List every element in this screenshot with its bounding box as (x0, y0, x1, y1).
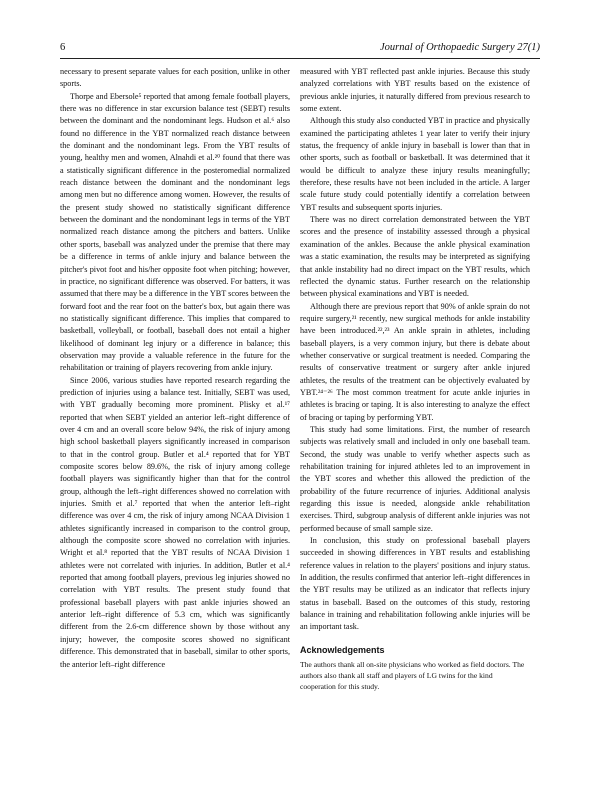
running-header (60, 42, 540, 56)
paragraph: This study had some limitations. First, the number of research subjects was relatively small and included in only one baseball team. Second, the study was unable to verify whether aspects such as rehabilitation training for injured athletes led to an improvement in the YBT scores and whether this allowed the prediction of the probability of the future recurrence of injuries. Additional analysis regarding this issue is needed, alongside ankle rehabilitation exercises. Third, subgroup analysis of different ankle injuries was not performed because of small sample size. (300, 424, 530, 533)
paragraph: Thorpe and Ebersole⁵ reported that among female football players, there was no difference in star excursion balance test (SEBT) results between the dominant and the nondominant legs. Hudson et al.⁶ also found no difference in the YBT normalized reach distance between the dominant and the nondominant legs. From the YBT results of young, healthy men and women, Alnahdi et al.²⁰ found that there was a statistically significant difference in the posteromedial normalized reach distance between the dominant and the nondominant legs among men but no difference among women. However, the results of the present study showed no statistically significant difference between the dominant and the nondominant legs in terms of the YBT normalized reach distance among the pitchers and batters. Unlike other sports, baseball was analyzed under the premise that there may be a difference in terms of ankle injury and balance between the pitcher's pivot foot and his/her opposite foot when pitching; however, in practice, no significant difference was observed. For batters, it was assumed that there may be a difference in the YBT scores between the forward foot and the rear foot on the batter's box, but again there was no statistically significant difference. This implies that compared to basketball, volleyball, or football, baseball does not entail a higher likelihood of dominant leg injury or a difference in balance; this observation may provide a valuable reference in the future for the rehabilitation or training of players recovering from ankle injury. (60, 91, 290, 373)
paragraph: There was no direct correlation demonstrated between the YBT scores and the presence of instability assessed through a physical examination of the ankles. Because the ankle physical examination was a static examination, the results may be interpreted as signifying that ankle instability had no direct impact on the YBT results, which reflected the dynamic status. Further research on the relationship between physical examinations and YBT is needed. (300, 215, 530, 299)
paragraph: Although this study also conducted YBT in practice and physically examined the participating athletes 1 year later to verify their injury status, the frequency of ankle injury in baseball is lower than that in other sports, such as football or basketball. It was determined that it would be difficult to analyze these injury results meaningfully; therefore, these results have not been included in the article. A larger scale future study could potentially identify a correlation between YBT results and subsequent sports injuries. (300, 116, 530, 212)
acknowledgements-text: The authors thank all on-site physicians who worked as field doctors. The authors also thank all staff and players of LG twins for the kind cooperation for this study. (300, 660, 525, 692)
paragraph: Since 2006, various studies have reported research regarding the prediction of injuries using a balance test. Initially, SEBT was used, with YBT gradually becoming more prominent. Plisky et al.¹⁷ reported that when SEBT yielded an anterior left–right difference of over 4 cm and an overall score below 94%, the risk of injury among high school basketball players significantly increased in comparison to that in the control group. Butler et al.⁴ reported that for YBT composite scores below 89.6%, the risk of injury among college football players was significantly higher than that for the control group, although the left–right differences showed no correlation with injuries. Smith et al.⁷ reported that when the anterior left–right difference was over 4 cm, the risk of injury among NCAA Division 1 athletes significantly increased in comparison to the control group, although the composite score showed no correlation with injuries. Wright et al.⁸ reported that the YBT results of NCAA Division 1 athletes were not correlated with injuries. In addition, Butler et al.⁴ reported that among football players, previous leg injuries showed no correlation with YBT results. The present study found that professional baseball players with past ankle injuries showed an anterior left–right difference of 5.3 cm, which was significantly different from the 2.6-cm difference shown by those without any injury; however, the composite scores showed no significant difference. This demonstrated that in baseball, similar to other sports, the anterior left–right difference (60, 375, 290, 669)
header-rule (60, 58, 540, 59)
paragraph: In conclusion, this study on professional baseball players succeeded in showing differences in YBT results and establishing reference values in relation to the players' positions and injury status. In addition, the results confirmed that anterior left–right differences in the YBT results may be utilized as an indicator that reflects injury status in baseball. Based on the outcomes of this study, restoring balance in training and rehabilitation following ankle injuries will be an important task. (300, 536, 530, 632)
paragraph: measured with YBT reflected past ankle injuries. Because this study analyzed correlations with YBT results based on the existence of previous ankle injuries, it naturally differed from previous research to some extent. (300, 67, 530, 114)
page-number: 6 (60, 42, 66, 53)
right-column (300, 66, 530, 692)
left-column (60, 66, 290, 671)
paragraph: necessary to present separate values for each position, unlike in other sports. (60, 67, 290, 89)
paragraph: Although there are previous report that 90% of ankle sprain do not require surgery,²¹ recently, new surgical methods for ankle instability have been introduced.²²,²³ An ankle sprain in athletes, including baseball players, is a very common injury, but there is debate about whether conservative or surgical treatment is needed. Comparing the results of conservative treatment or surgery after ankle injured athletes, the results of the treatment can be objectively evaluated by YBT.²⁴⁻²⁶ The most common treatment for acute ankle injuries in athletes is bracing or taping. It is also interesting to analyze the effect of bracing or taping by performing YBT. (300, 301, 530, 422)
journal-title: Journal of Orthopaedic Surgery 27(1) (379, 42, 540, 53)
acknowledgements-heading: Acknowledgements (300, 644, 385, 655)
